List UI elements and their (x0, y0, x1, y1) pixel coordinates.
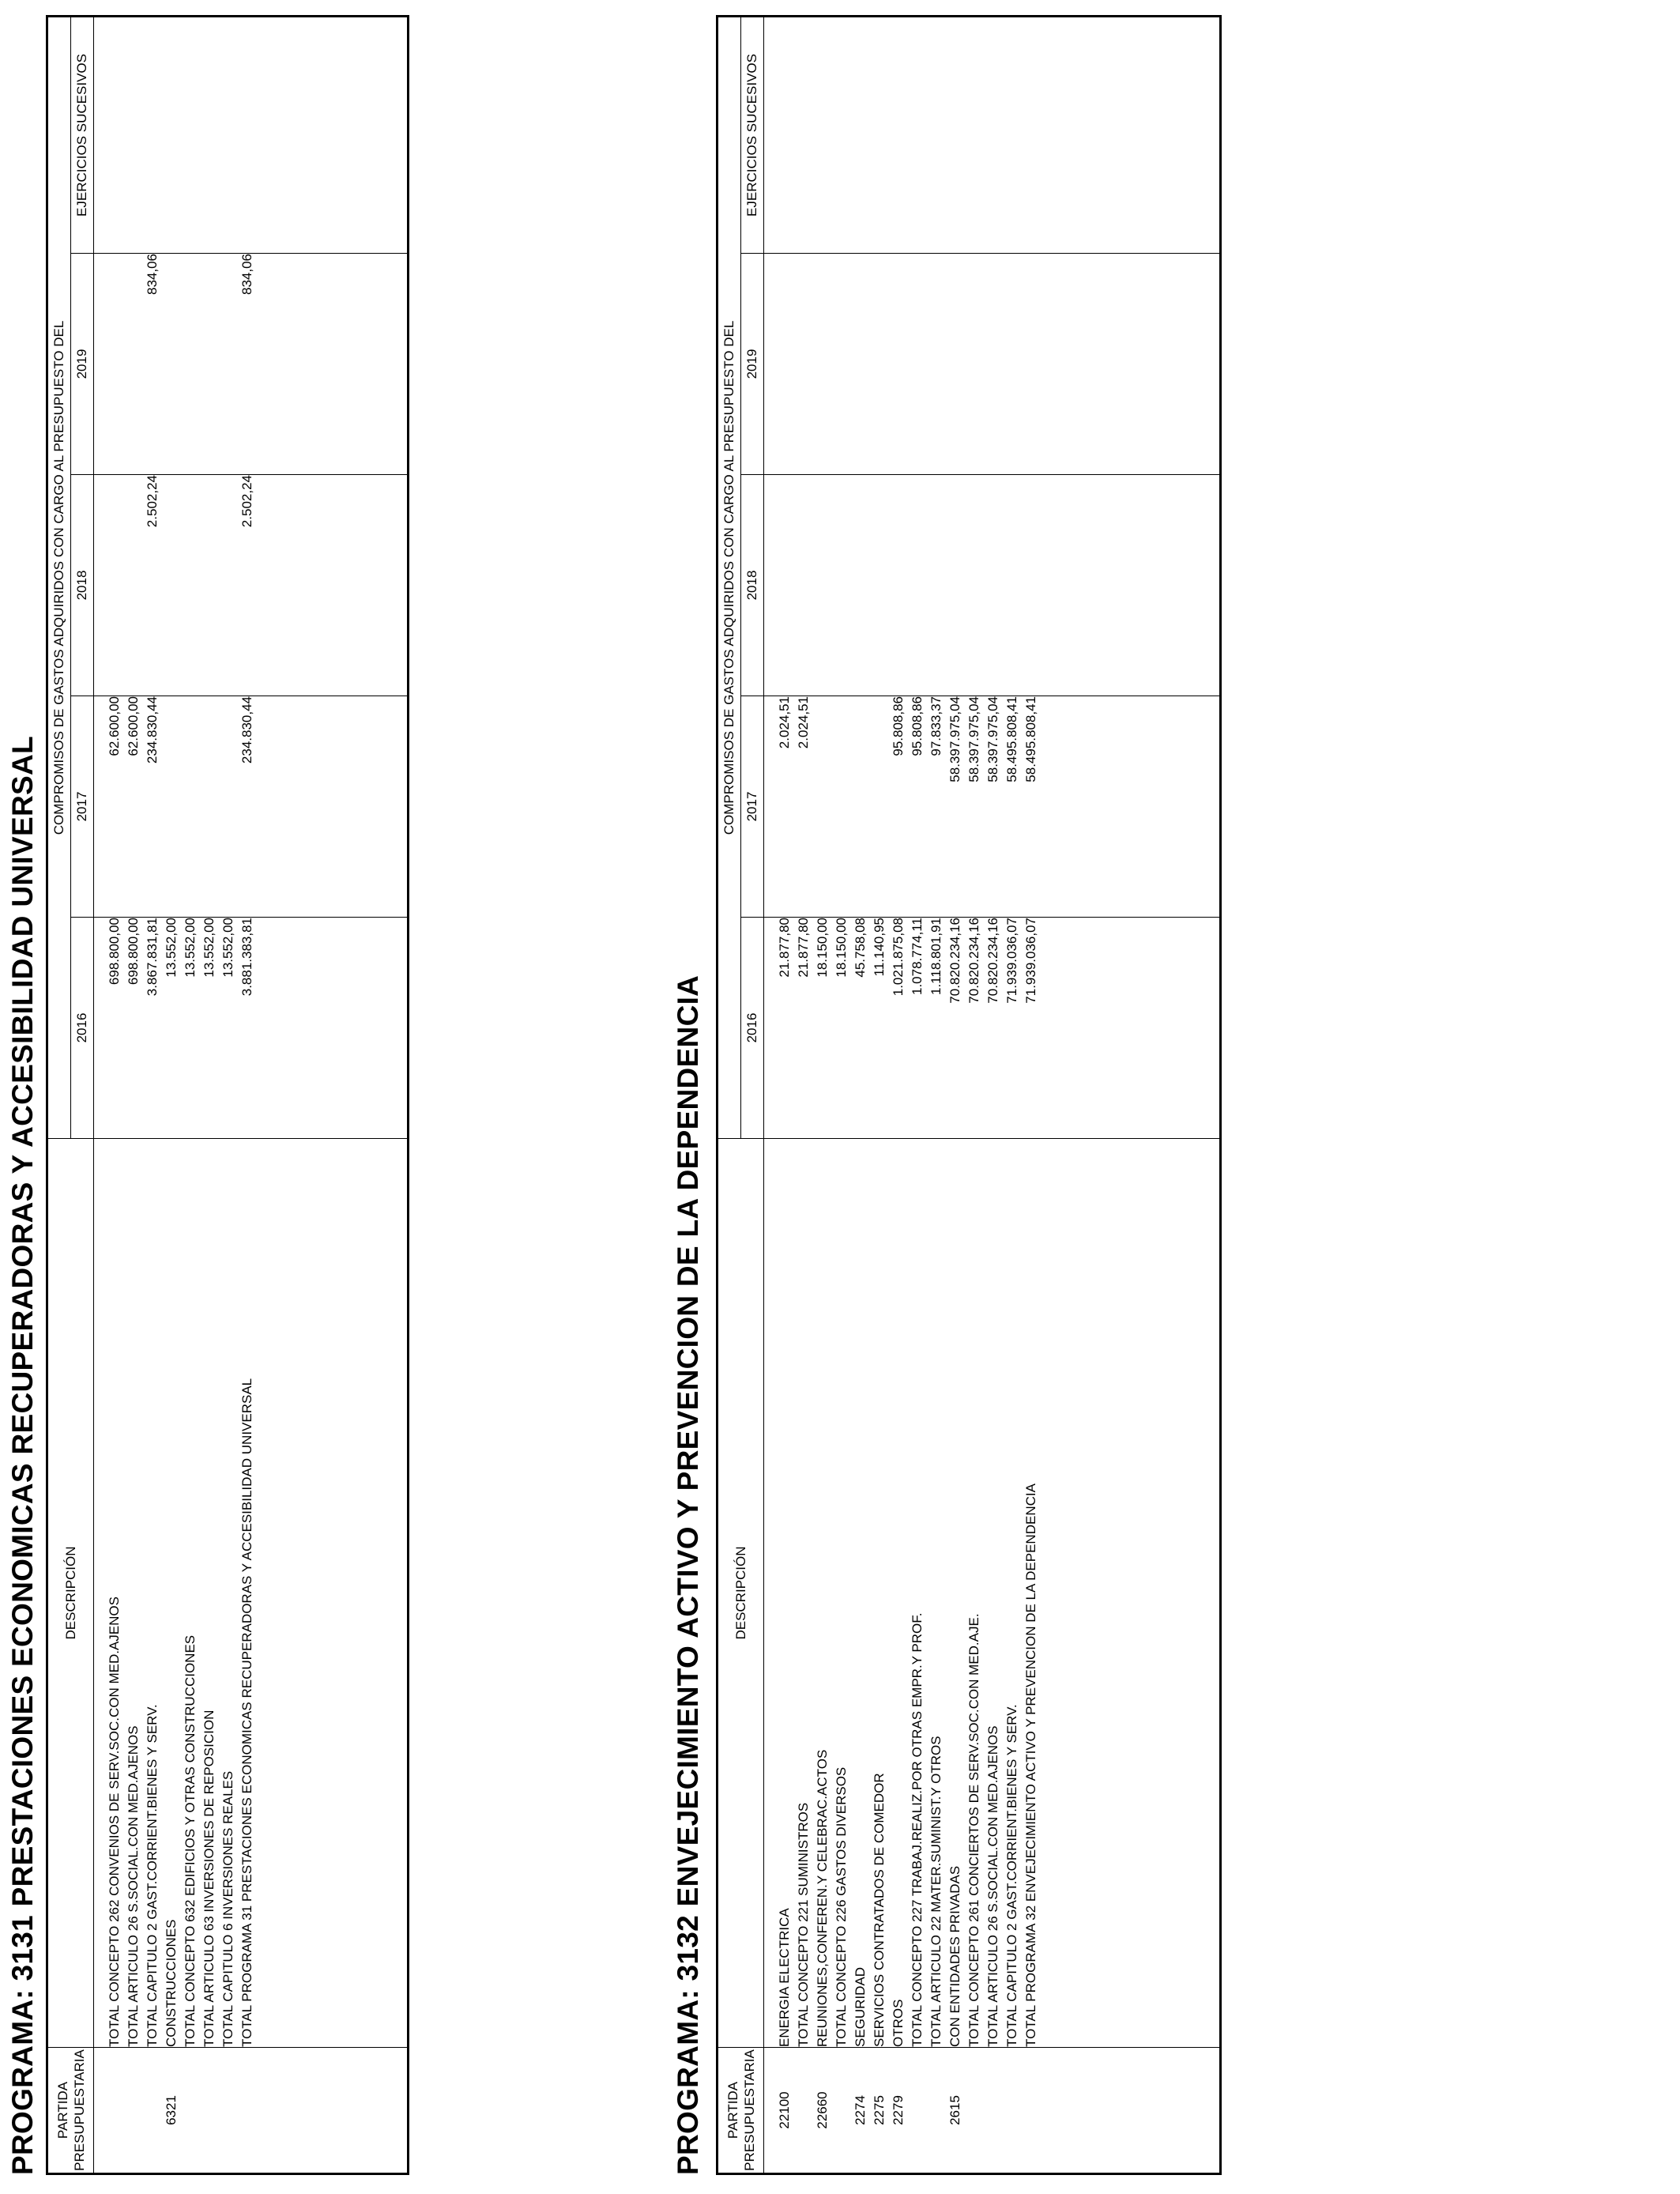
value-2016-cell: 1.021.875,08 (889, 918, 908, 1139)
table-row (794, 16, 813, 2173)
partida-cell-empty (764, 2048, 776, 2174)
partida-cell: 2274 (851, 2048, 870, 2174)
value-2017-cell-empty (1041, 696, 1221, 918)
value-2016-cell-empty (257, 918, 409, 1139)
value-2018-cell (984, 475, 1003, 696)
value-2017-cell: 2.024,51 (775, 696, 794, 918)
value-2018-cell (832, 475, 851, 696)
value-2017-cell: 58.495.808,41 (1003, 696, 1022, 918)
value-2016-cell: 71.939.036,07 (1003, 918, 1022, 1139)
value-2018-cell (794, 475, 813, 696)
table-row (946, 16, 965, 2173)
descripcion-cell: CON ENTIDADES PRIVADAS (946, 1139, 965, 2048)
value-2018-cell (908, 475, 927, 696)
value-2016-cell-empty (94, 918, 106, 1139)
value-2016-cell: 13.552,00 (219, 918, 238, 1139)
year-header-2018: 2018 (741, 475, 764, 696)
value-2016-cell: 698.800,00 (105, 918, 124, 1139)
value-sucesivos-cell (143, 16, 162, 253)
value-2018-cell (1022, 475, 1041, 696)
value-sucesivos-cell (1022, 16, 1041, 253)
partida-cell (238, 2048, 257, 2174)
value-2016-cell: 1.078.774,11 (908, 918, 927, 1139)
descripcion-cell: TOTAL CAPITULO 2 GAST.CORRIENT.BIENES Y SERV. (143, 1139, 162, 2048)
value-2018-cell (200, 475, 219, 696)
table-row (965, 16, 984, 2173)
partida-cell (181, 2048, 200, 2174)
descripcion-cell: TOTAL PROGRAMA 31 PRESTACIONES ECONOMICAS RECUPERADORAS Y ACCESIBILIDAD UNIVERSAL (238, 1139, 257, 2048)
table-row (908, 16, 927, 2173)
descripcion-cell: TOTAL ARTICULO 26 S.SOCIAL.CON MED.AJENOS (124, 1139, 143, 2048)
value-sucesivos-cell (105, 16, 124, 253)
value-2017-cell (870, 696, 889, 918)
value-2018-cell: 2.502,24 (238, 475, 257, 696)
descripcion-cell: CONSTRUCCIONES (162, 1139, 181, 2048)
value-sucesivos-cell (832, 16, 851, 253)
value-sucesivos-cell-empty (764, 16, 776, 253)
partida-cell (200, 2048, 219, 2174)
table-row (200, 16, 219, 2173)
value-sucesivos-cell (946, 16, 965, 253)
value-2018-cell (851, 475, 870, 696)
partida-cell (124, 2048, 143, 2174)
table-row (832, 16, 851, 2173)
value-2017-cell: 62.600,00 (124, 696, 143, 918)
year-header-sucesivos: EJERCICIOS SUCESIVOS (71, 16, 94, 253)
partida-cell: 6321 (162, 2048, 181, 2174)
budget-table-3131 (46, 15, 409, 2175)
partida-cell-empty (94, 2048, 106, 2174)
value-2017-cell: 58.397.975,04 (946, 696, 965, 918)
partida-cell (965, 2048, 984, 2174)
partida-header (718, 2048, 764, 2174)
value-2019-cell (124, 254, 143, 475)
table-row (1003, 16, 1022, 2173)
row-spacer (94, 16, 106, 2173)
value-2017-cell: 234.830,44 (238, 696, 257, 918)
descripcion-cell-empty (1041, 1139, 1221, 2048)
compromisos-header: COMPROMISOS DE GASTOS ADQUIRIDOS CON CARGO AL PRESUPUESTO DEL (718, 16, 741, 1138)
value-2016-cell: 21.877,80 (775, 918, 794, 1139)
value-sucesivos-cell (181, 16, 200, 253)
value-2017-cell (832, 696, 851, 918)
value-sucesivos-cell (984, 16, 1003, 253)
descripcion-cell-empty (257, 1139, 409, 2048)
value-2017-cell: 58.397.975,04 (965, 696, 984, 918)
value-2018-cell-empty (1041, 475, 1221, 696)
value-2019-cell (851, 254, 870, 475)
partida-cell: 2275 (870, 2048, 889, 2174)
partida-header-line1: PARTIDA (725, 2081, 740, 2139)
value-sucesivos-cell-empty (1041, 16, 1221, 253)
table-body (764, 16, 1221, 2173)
descripcion-cell: TOTAL CONCEPTO 221 SUMINISTROS (794, 1139, 813, 2048)
descripcion-cell: TOTAL CONCEPTO 632 EDIFICIOS Y OTRAS CONSTRUCCIONES (181, 1139, 200, 2048)
table-row (889, 16, 908, 2173)
value-2017-cell (851, 696, 870, 918)
value-2017-cell (813, 696, 832, 918)
partida-cell: 22660 (813, 2048, 832, 2174)
descripcion-header: DESCRIPCIÓN (718, 1139, 764, 2048)
value-2016-cell: 3.881.383,81 (238, 918, 257, 1139)
partida-header-line2: PRESUPUESTARIA (71, 2049, 87, 2171)
table-row (851, 16, 870, 2173)
value-2019-cell: 834,06 (143, 254, 162, 475)
value-sucesivos-cell (908, 16, 927, 253)
value-2018-cell (946, 475, 965, 696)
value-sucesivos-cell (1003, 16, 1022, 253)
year-header-2017: 2017 (741, 696, 764, 918)
value-2017-cell: 58.495.808,41 (1022, 696, 1041, 918)
value-2017-cell: 95.808,86 (908, 696, 927, 918)
value-2019-cell (775, 254, 794, 475)
budget-table-3132 (716, 15, 1222, 2175)
value-2019-cell (219, 254, 238, 475)
compromisos-header: COMPROMISOS DE GASTOS ADQUIRIDOS CON CARGO AL PRESUPUESTO DEL (47, 16, 71, 1138)
descripcion-cell: TOTAL CAPITULO 6 INVERSIONES REALES (219, 1139, 238, 2048)
value-sucesivos-cell (813, 16, 832, 253)
value-2018-cell-empty (94, 475, 106, 696)
value-2016-cell: 13.552,00 (162, 918, 181, 1139)
partida-header (47, 2048, 94, 2174)
value-2016-cell: 1.118.801,91 (927, 918, 946, 1139)
descripcion-cell-empty (764, 1139, 776, 2048)
value-2016-cell: 13.552,00 (200, 918, 219, 1139)
table-row (813, 16, 832, 2173)
value-2018-cell (927, 475, 946, 696)
value-2019-cell-empty (257, 254, 409, 475)
partida-cell (1022, 2048, 1041, 2174)
value-2018-cell (162, 475, 181, 696)
value-sucesivos-cell (889, 16, 908, 253)
partida-cell (1003, 2048, 1022, 2174)
partida-cell-empty (257, 2048, 409, 2174)
table-row (870, 16, 889, 2173)
value-2017-cell (181, 696, 200, 918)
row-spacer (764, 16, 776, 2173)
value-2017-cell: 62.600,00 (105, 696, 124, 918)
descripcion-cell: TOTAL ARTICULO 26 S.SOCIAL.CON MED.AJENOS (984, 1139, 1003, 2048)
value-2016-cell: 11.140,95 (870, 918, 889, 1139)
value-2019-cell (946, 254, 965, 475)
partida-cell (143, 2048, 162, 2174)
value-2019-cell (889, 254, 908, 475)
value-2018-cell-empty (257, 475, 409, 696)
value-sucesivos-cell (238, 16, 257, 253)
value-2018-cell-empty (764, 475, 776, 696)
value-2018-cell (1003, 475, 1022, 696)
value-sucesivos-cell (200, 16, 219, 253)
program-title: PROGRAMA: 3132 ENVEJECIMIENTO ACTIVO Y PREVENCION DE LA DEPENDENCIA (672, 974, 704, 2175)
value-sucesivos-cell-empty (94, 16, 106, 253)
partida-cell (794, 2048, 813, 2174)
value-sucesivos-cell (927, 16, 946, 253)
value-2018-cell (124, 475, 143, 696)
value-2018-cell (889, 475, 908, 696)
value-2017-cell: 234.830,44 (143, 696, 162, 918)
descripcion-cell: ENERGIA ELECTRICA (775, 1139, 794, 2048)
value-2019-cell (813, 254, 832, 475)
value-sucesivos-cell (794, 16, 813, 253)
value-2017-cell-empty (257, 696, 409, 918)
value-sucesivos-cell-empty (257, 16, 409, 253)
value-2016-cell: 18.150,00 (813, 918, 832, 1139)
table-row (143, 16, 162, 2173)
table-row (162, 16, 181, 2173)
descripcion-cell: TOTAL CONCEPTO 227 TRABAJ.REALIZ.POR OTRAS EMPR.Y PROF. (908, 1139, 927, 2048)
descripcion-cell-empty (94, 1139, 106, 2048)
value-2019-cell (908, 254, 927, 475)
descripcion-cell: TOTAL ARTICULO 63 INVERSIONES DE REPOSICION (200, 1139, 219, 2048)
value-2018-cell (965, 475, 984, 696)
row-filler (257, 16, 409, 2173)
value-sucesivos-cell (124, 16, 143, 253)
value-2016-cell: 70.820.234,16 (984, 918, 1003, 1139)
value-2016-cell: 698.800,00 (124, 918, 143, 1139)
value-2016-cell: 71.939.036,07 (1022, 918, 1041, 1139)
descripcion-cell: SERVICIOS CONTRATADOS DE COMEDOR (870, 1139, 889, 2048)
value-2018-cell (813, 475, 832, 696)
partida-header-line1: PARTIDA (55, 2081, 70, 2139)
partida-cell: 2615 (946, 2048, 965, 2174)
value-2019-cell (1003, 254, 1022, 475)
value-2016-cell: 13.552,00 (181, 918, 200, 1139)
value-2017-cell: 58.397.975,04 (984, 696, 1003, 918)
value-2016-cell: 45.758,08 (851, 918, 870, 1139)
partida-cell (908, 2048, 927, 2174)
table-body (94, 16, 409, 2173)
value-2017-cell-empty (94, 696, 106, 918)
value-2018-cell (105, 475, 124, 696)
value-2019-cell (794, 254, 813, 475)
table-row (984, 16, 1003, 2173)
value-2019-cell (200, 254, 219, 475)
table-row (775, 16, 794, 2173)
table-row (1022, 16, 1041, 2173)
value-2019-cell-empty (764, 254, 776, 475)
value-2019-cell (832, 254, 851, 475)
descripcion-header: DESCRIPCIÓN (47, 1139, 94, 2048)
table-row (105, 16, 124, 2173)
descripcion-cell: REUNIONES,CONFEREN.Y CELEBRAC.ACTOS (813, 1139, 832, 2048)
value-2017-cell (162, 696, 181, 918)
descripcion-cell: TOTAL CAPITULO 2 GAST.CORRIENT.BIENES Y SERV. (1003, 1139, 1022, 2048)
table-row (927, 16, 946, 2173)
descripcion-cell: OTROS (889, 1139, 908, 2048)
value-2017-cell-empty (764, 696, 776, 918)
value-2016-cell: 70.820.234,16 (946, 918, 965, 1139)
value-2016-cell-empty (764, 918, 776, 1139)
partida-cell (984, 2048, 1003, 2174)
year-header-sucesivos: EJERCICIOS SUCESIVOS (741, 16, 764, 253)
value-2017-cell (200, 696, 219, 918)
table-row (181, 16, 200, 2173)
value-sucesivos-cell (775, 16, 794, 253)
value-2016-cell: 21.877,80 (794, 918, 813, 1139)
year-header-2019: 2019 (741, 254, 764, 475)
descripcion-cell: SEGURIDAD (851, 1139, 870, 2048)
program-title: PROGRAMA: 3131 PRESTACIONES ECONOMICAS RECUPERADORAS Y ACCESIBILIDAD UNIVERSAL (6, 736, 39, 2175)
year-header-2016: 2016 (741, 918, 764, 1139)
value-2019-cell-empty (94, 254, 106, 475)
row-filler (1041, 16, 1221, 2173)
value-2018-cell (219, 475, 238, 696)
partida-cell (105, 2048, 124, 2174)
year-header-2017: 2017 (71, 696, 94, 918)
value-2018-cell (775, 475, 794, 696)
value-2016-cell: 70.820.234,16 (965, 918, 984, 1139)
partida-cell: 2279 (889, 2048, 908, 2174)
partida-cell (219, 2048, 238, 2174)
descripcion-cell: TOTAL CONCEPTO 261 CONCIERTOS DE SERV.SOC.CON MED.AJE. (965, 1139, 984, 2048)
value-2016-cell: 18.150,00 (832, 918, 851, 1139)
value-2017-cell (219, 696, 238, 918)
descripcion-cell: TOTAL ARTICULO 22 MATER.SUMINIST.Y OTROS (927, 1139, 946, 2048)
partida-header-line2: PRESUPUESTARIA (741, 2049, 757, 2171)
partida-cell-empty (1041, 2048, 1221, 2174)
value-2017-cell: 95.808,86 (889, 696, 908, 918)
value-sucesivos-cell (870, 16, 889, 253)
value-2019-cell (927, 254, 946, 475)
value-2019-cell (181, 254, 200, 475)
value-sucesivos-cell (162, 16, 181, 253)
descripcion-cell: TOTAL PROGRAMA 32 ENVEJECIMIENTO ACTIVO Y PREVENCION DE LA DEPENDENCIA (1022, 1139, 1041, 2048)
partida-cell (927, 2048, 946, 2174)
value-2019-cell (105, 254, 124, 475)
value-sucesivos-cell (219, 16, 238, 253)
value-2019-cell-empty (1041, 254, 1221, 475)
value-2019-cell (162, 254, 181, 475)
value-2016-cell: 3.867.831,81 (143, 918, 162, 1139)
value-2016-cell-empty (1041, 918, 1221, 1139)
value-2019-cell (870, 254, 889, 475)
value-sucesivos-cell (851, 16, 870, 253)
table-row (238, 16, 257, 2173)
descripcion-cell: TOTAL CONCEPTO 262 CONVENIOS DE SERV.SOC.CON MED.AJENOS (105, 1139, 124, 2048)
value-2017-cell: 97.833,37 (927, 696, 946, 918)
table-row (124, 16, 143, 2173)
value-2017-cell: 2.024,51 (794, 696, 813, 918)
partida-cell (832, 2048, 851, 2174)
descripcion-cell: TOTAL CONCEPTO 226 GASTOS DIVERSOS (832, 1139, 851, 2048)
value-2019-cell: 834,06 (238, 254, 257, 475)
table-row (219, 16, 238, 2173)
partida-cell: 22100 (775, 2048, 794, 2174)
value-2018-cell (181, 475, 200, 696)
value-2018-cell (870, 475, 889, 696)
year-header-2016: 2016 (71, 918, 94, 1139)
year-header-2019: 2019 (71, 254, 94, 475)
value-2019-cell (1022, 254, 1041, 475)
value-2019-cell (965, 254, 984, 475)
value-sucesivos-cell (965, 16, 984, 253)
value-2018-cell: 2.502,24 (143, 475, 162, 696)
value-2019-cell (984, 254, 1003, 475)
year-header-2018: 2018 (71, 475, 94, 696)
